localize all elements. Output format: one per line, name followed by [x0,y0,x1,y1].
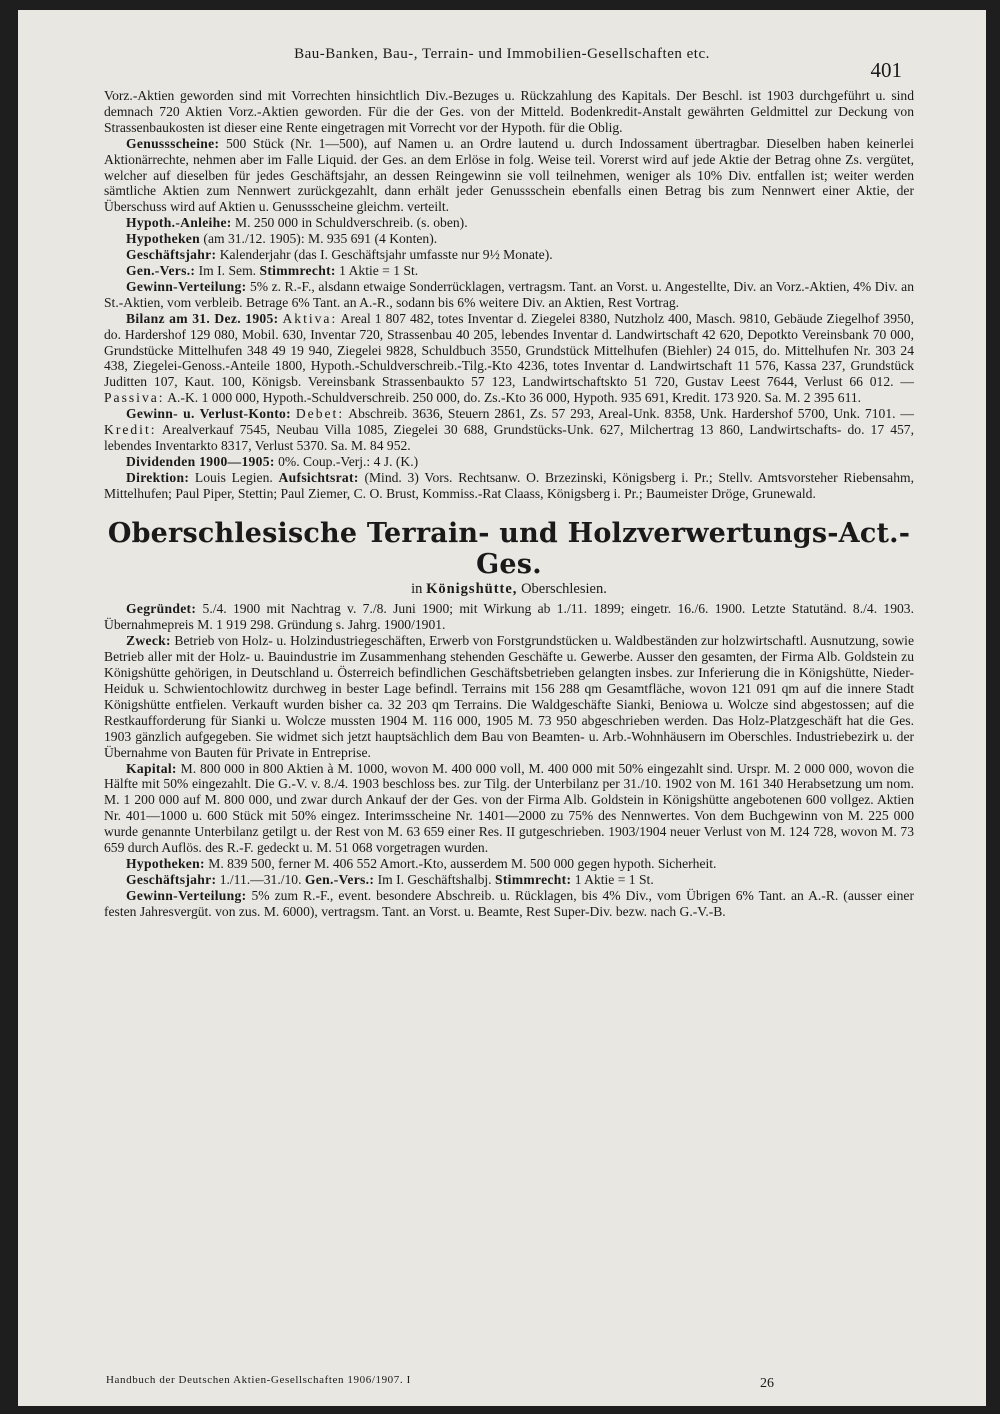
bilanz-label: Bilanz am 31. Dez. 1905: [126,310,279,326]
company-gewinn-text: 5% zum R.-F., event. besondere Abschreib. u. Rücklagen, bis 4% Div., vom Übrigen 6% Tant. an A.-R. (ausser einer festen Jahresvergüt. von zus. M. 6000), vertragsm. Tant. an Vorst. u. Beamte, Rest Super-Div. bezw. nach G.-V.-B. [104,887,914,919]
aufsichtsrat-label: Aufsichtsrat: [278,469,359,485]
company-hypotheken-label: Hypotheken: [126,855,205,871]
previous-entry-intro: Vorz.-Aktien geworden sind mit Vorrechten hinsichtlich Div.-Bezuges u. Rückzahlung des Kapitals. Der Beschl. ist 1903 durchgeführt u. sind demnach 720 Aktien Vorz.-Aktien geworden. Für die der Ges. von der Mitteld. Bodenkredit-Anstalt gewährten Geldmittel zur Deckung von Strassenbaukosten ist dieser eine Rente eingetragen mit Vorrecht vor der Hypoth. für die Oblig. [104,88,914,135]
hypotheken-text: (am 31./12. 1905): M. 935 691 (4 Konten). [203,231,438,247]
bilanz-passiva-label: Passiva: [104,390,165,406]
company-location [104,582,914,598]
geschaeftsjahr-label: Geschäftsjahr: [126,247,217,263]
hypotheken-paragraph [104,231,914,247]
kapital-text: M. 800 000 in 800 Aktien à M. 1000, wovon M. 400 000 voll, M. 400 000 mit 50% eingezahlt sind. Urspr. M. 2 000 000, wovon die Hälfte mit 50% eingezahlt. Die G.-V. v. 8./4. 1903 beschloss bes. zur Tilg. der Unterbilanz per 31./10. 1902 von M. 161 340 Herabsetzung um nom. M. 1 200 000 auf M. 800 000, und zwar durch Ankauf der der Ges. von der Firma Alb. Goldstein in Königshütte angebotenen 600 vollgez. Aktien Nr. 401—1000 u. 600 Stück mit 50% eingez. Interimsscheine Nr. 1401—2000 zu 75% des Nennwertes. Von dem Buchgewinn von M. 225 000 wurde genannte Unterbilanz getilgt u. der Rest von M. 63 659 einer Res. II gutgeschrieben. 1903/1904 neuer Verlust von M. 124 728, wovon M. 73 659 durch Auflös. des R.-F. gedeckt u. M. 51 068 vorgetragen wurden. [104,760,914,856]
hypoth-anleihe-paragraph [104,215,914,231]
aufsichtsrat-text: (Mind. 3) Vors. Rechtsanw. O. Brzezinski, Königsberg i. Pr.; Stellv. Amtsvorsteher Riebensahm, Mittelhufen; Paul Piper, Stettin; Paul Ziemer, C. O. Brust, Kommiss.-Rat Claass, Königsberg i. Pr.; Baumeister Dröge, Grunewald. [104,469,914,501]
geschaeftsjahr-paragraph [104,247,914,263]
gen-vers-text: Im I. Sem. [198,262,257,278]
page-number: 401 [870,58,902,82]
genussscheine-paragraph [104,136,914,216]
gewinn-verteilung-paragraph [104,279,914,311]
zweck-label: Zweck: [126,633,171,649]
location-region: Oberschlesien. [521,580,607,597]
company-hypotheken-text: M. 839 500, ferner M. 406 552 Amort.-Kto, ausserdem M. 500 000 gegen hypoth. Sicherheit. [208,855,717,871]
company-stimmrecht-text: 1 Aktie = 1 St. [574,871,654,887]
genussscheine-text: 500 Stück (Nr. 1—500), auf Namen u. an Ordre lautend u. durch Indossament übertragbar. Dieselben haben keinerlei Aktionärrechte, nehmen aber im Falle Liquid. der Ges. an dem Erlöse in folg. Weise teil. Vorerst wird auf jede Aktie der Betrag ohne Zs. vergütet, welcher auf dieselben für jedes Geschäftsjahr, an dessen Reingewinn sie voll teilnehmen, weniger als 10% Div. entfallen ist; weiter werden sämtliche Aktien zum Nennwert zurückgezahlt, dann erhält jeder Genussschein ebenfalls einen Betrag bis zum Nennwert einer Aktie, der Überschuss wird auf Aktien u. Genussscheine gleichm. verteilt. [104,135,914,215]
book-page [18,10,986,1406]
company-hypotheken-paragraph [104,856,914,872]
bilanz-aktiva-label: Aktiva: [282,310,338,326]
bilanz-aktiva-text: Areal 1 807 482, totes Inventar d. Ziegelei 8380, Nutzholz 400, Masch. 9810, Gebäude Ziegelhof 3950, do. Hardershof 129 080, Mobil. 630, Inventar 720, Strassenbau 40 205, lebendes Inventar d. Landwirtschaft 42 620, Depotkto Vereinsbank 70 000, Grundstücke Mittelhufen 348 49 19 940, Ziegelei 9828, Schuldbuch 3550, Grundstück Mittelhufen (Biehler) 24 015, do. Mittelhufen Nr. 303 24 438, Ziegelei-Genoss.-Anteile 1800, Hypoth.-Schuldverschreib.-Tilg.-Kto 4236, totes Inventar d. Landwirtschaft 11 576, Kassa 237, Grundstück Juditten 107, Kaut. 100, Königsb. Vereinsbank Strassenbaukto 57 123, Landwirtschaftskto 51 720, Gustav Leest 7644, Verlust 66 012. — [104,310,914,390]
gegruendet-label: Gegründet: [126,601,197,617]
company-gen-vers-text: Im I. Geschäftshalbj. [377,871,492,887]
guv-kredit-label: Kredit: [104,422,157,438]
guv-debet-text: Abschreib. 3636, Steuern 2861, Zs. 57 293, Areal-Unk. 8358, Unk. Hardershof 5700, Unk. 7101. — [348,406,914,422]
publication-footer: Handbuch der Deutschen Aktien-Gesellschaften 1906/1907. I [106,1374,411,1386]
kapital-paragraph [104,761,914,856]
gegruendet-paragraph [104,601,914,633]
hypotheken-label: Hypotheken [126,231,201,247]
guv-kredit-text: Arealverkauf 7545, Neubau Villa 1085, Ziegelei 30 688, Grundstücks-Unk. 627, Milchertrag 13 860, Landwirtschafts- do. 17 457, lebendes Inventarkto 8317, Verlust 5370. Sa. M. 84 952. [104,422,914,453]
company-stimmrecht-label: Stimmrecht: [495,871,572,887]
location-city: Königshütte, [426,580,518,597]
gewinn-verteilung-text: 5% z. R.-F., alsdann etwaige Sonderrücklagen, vertragsm. Tant. an Vorst. u. Angestellte, Div. an Vorz.-Aktien, 4% Div. an St.-Aktien, vom verbleib. Betrage 6% Tant. an A.-R., sodann bis 6% weitere Div. an Aktien, Rest Vortrag. [104,278,914,310]
genussscheine-label: Genussscheine: [126,135,220,151]
gegruendet-text: 5./4. 1900 mit Nachtrag v. 7./8. Juni 1900; mit Wirkung ab 1./11. 1899; eingetr. 16./6. 1900. Letzte Statutänd. 8./4. 1903. Übernahmepreis M. 1 919 298. Gründung s. Jahrg. 1900/1901. [104,601,914,633]
gewinn-verteilung-label: Gewinn-Verteilung: [126,278,247,294]
guv-label: Gewinn- u. Verlust-Konto: [126,406,291,422]
location-prefix: in [411,580,423,597]
company-gen-vers-label: Gen.-Vers.: [304,871,375,887]
hypoth-anleihe-text: M. 250 000 in Schuldverschreib. (s. oben). [235,215,468,231]
stimmrecht-text: 1 Aktie = 1 St. [339,262,419,278]
company-geschaeftsjahr-text: 1./11.—31./10. [219,871,302,887]
running-head: Bau-Banken, Bau-, Terrain- und Immobilien-Gesellschaften etc. [294,46,710,62]
company-geschaeftsjahr-paragraph [104,872,914,888]
company-gewinn-label: Gewinn-Verteilung: [126,887,247,903]
zweck-text: Betrieb von Holz- u. Holzindustriegeschäften, Erwerb von Forstgrundstücken u. Waldbeständen zur holzwirtschaftl. Ausnutzung, sowie Betrieb aller mit der Holz- u. Bauindustrie im Zusammenhang stehenden Geschäfte u. Gewerbe. Ausser den gesamten, der Firma Alb. Goldstein zu Königshütte gehörigen, in Deutschland u. Österreich befindlichen Geschäftsbetrieben gelangten insbes. zur Inferierung die in Königshütte, Nieder-Heiduk u. Schwientochlowitz durchweg in bester Lage befindl. Terrains mit 156 288 qm Gesamtfläche, wovon 121 091 qm auf die innere Stadt Königshütte entfielen. Verkauft wurden bisher ca. 32 203 qm Terrains. Die Waldgeschäfte Sianki, Beniowa u. Wolcze sind abgestossen; auf die Restkaufforderung für Sianki u. Wolcze mussten 1904 M. 116 000, 1905 M. 73 950 abgeschrieben werden. Das Holz-Platzgeschäft hat die Ges. 1903 gänzlich aufgegeben. Sie widmet sich jetzt hauptsächlich dem Bau von Beamten- u. Arb.-Wohnhäusern im Oberschles. Industriebezirk u. der Übernahme von Bauten für Private in Entreprise. [104,633,914,760]
signature-mark: 26 [760,1376,774,1391]
company-gewinn-paragraph [104,888,914,920]
dividenden-text: 0%. Coup.-Verj.: 4 J. (K.) [278,453,419,469]
body-text [104,88,914,920]
zweck-paragraph [104,633,914,760]
direktion-paragraph [104,470,914,502]
bilanz-paragraph [104,311,914,406]
company-geschaeftsjahr-label: Geschäftsjahr: [126,871,217,887]
gen-vers-label: Gen.-Vers.: [126,262,196,278]
stimmrecht-label: Stimmrecht: [259,262,336,278]
dividenden-paragraph [104,454,914,470]
gen-vers-paragraph [104,263,914,279]
hypoth-anleihe-label: Hypoth.-Anleihe: [126,215,232,231]
kapital-label: Kapital: [126,760,177,776]
guv-debet-label: Debet: [295,406,345,422]
geschaeftsjahr-text: Kalenderjahr (das I. Geschäftsjahr umfasste nur 9½ Monate). [219,247,553,263]
bilanz-passiva-text: A.-K. 1 000 000, Hypoth.-Schuldverschreib. 250 000, do. Zs.-Kto 36 000, Hypoth. 935 691, Kredit. 173 920. Sa. M. 2 395 611. [167,390,862,406]
direktion-label: Direktion: [126,469,190,485]
dividenden-label: Dividenden 1900—1905: [126,453,275,469]
company-title: Oberschlesische Terrain- und Holzverwertungs-Act.-Ges. [107,517,911,580]
guv-paragraph [104,406,914,454]
direktion-text: Louis Legien. [194,469,273,485]
